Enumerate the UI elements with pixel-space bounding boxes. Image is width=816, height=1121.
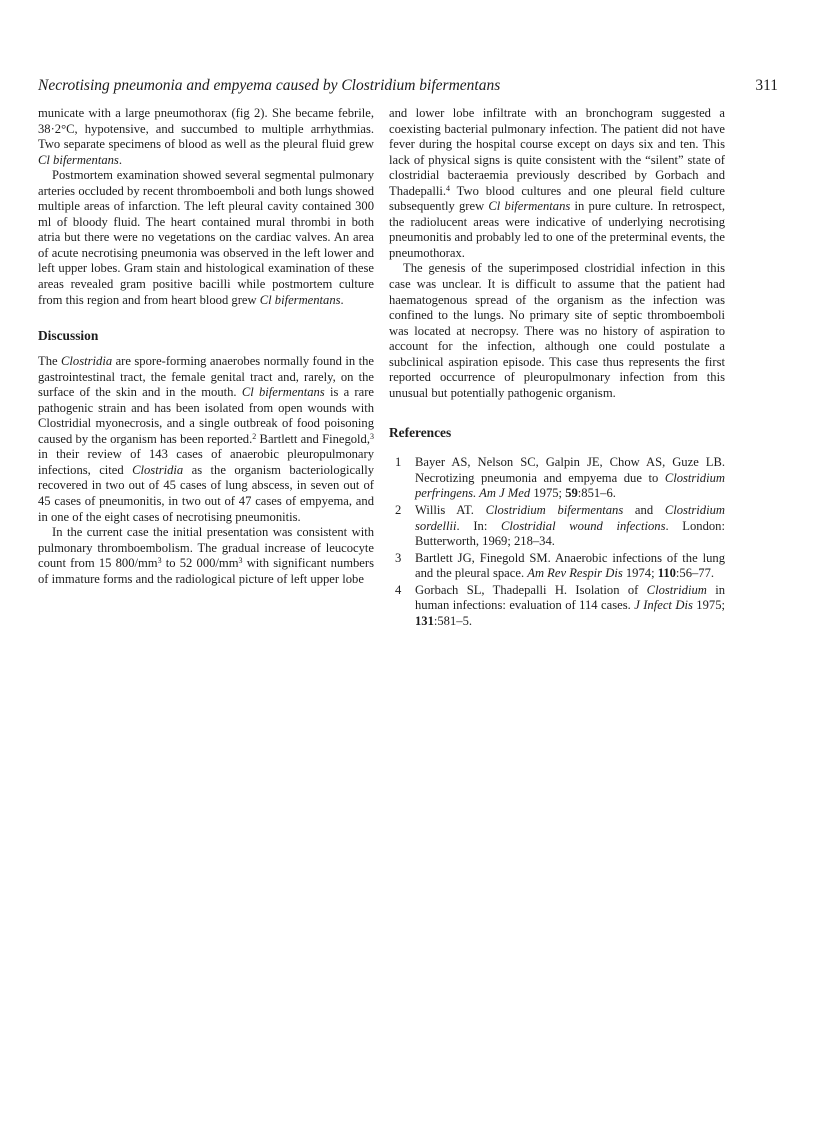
paragraph-postmortem: Postmortem examination showed several segmental pulmonary arteries occluded by recent thromboemboli and both lungs showed multiple areas of infarction. The left pleural cavity contained 300 ml of bloody fluid. The heart contained mural thrombi in both atria but there were no vegetations on the cardiac valves. An area of acute necrotising pneumonia was observed in the left lower and left upper lobes. Gram stain and histological examination of these areas revealed gram positive bacilli while postmortem culture from this region and from heart blood grew Cl bifermentans. — [38, 168, 374, 307]
running-head — [38, 76, 778, 96]
reference-item: 2 Willis AT. Clostridium bifermentans and Clostridium sordellii. In: Clostridial wound infections. London: Butterworth, 1969; 218–34. — [395, 503, 725, 549]
references-heading: References — [389, 425, 452, 441]
reference-list — [389, 455, 725, 629]
page-number: 311 — [755, 77, 778, 94]
paragraph-continuation: municate with a large pneumothorax (fig 2). She became febrile, 38·2°C, hypotensive, and succumbed to multiple arrhythmias. Two separate specimens of blood as well as the pleural fluid grew Cl bifermentans. — [38, 106, 374, 167]
reference-item: 4 Gorbach SL, Thadepalli H. Isolation of Clostridium in human infections: evaluation of 114 cases. J Infect Dis 1975; 131:581–5. — [395, 582, 725, 628]
citation-3: 3 — [370, 431, 374, 441]
reference-item: 1 Bayer AS, Nelson SC, Galpin JE, Chow AS, Guze LB. Necrotizing pneumonia and empyema due to Clostridium perfringens. Am J Med 1975; 59:851–6. — [395, 455, 725, 501]
citation-2: 2 — [252, 431, 257, 441]
paragraph-clostridia: The Clostridia are spore-forming anaerobes normally found in the gastrointestinal tract, the female genital tract and, rarely, on the surface of the skin and in the mouth. Cl bifermentans is a rare pathogenic strain and has been isolated from open wounds with Clostridial myonecrosis, and a single outbreak of food poisoning caused by the organism has been reported.$^2$ Bartlett and Finegold,$^3$ in their review of 143 cases of anaerobic pleuropulmonary infections, cited Clostridia as the organism bacteriologically recovered in two out of 45 cases of lung abscess, in seven out of 45 cases of pneumonitis, in two out of 47 cases of empyema, and in one of the eight cases of necrotising pneumonitis. — [38, 354, 374, 524]
citation-4: 4 — [446, 183, 450, 193]
paragraph-infiltrate: and lower lobe infiltrate with an bronchogram suggested a coexisting bacterial pulmonary infection. The patient did not have fever during the hospital course except on days six and ten. This lack of physical signs is quite consistent with the “silent” state of clostridial bacteraemia previously described by Gorbach and Thadepalli.$^4$ Two blood cultures and one pleural field culture subsequently grew Cl bifermentans in pure culture. In retrospect, the radiolucent areas were indicative of underlying necrotising pneumonitis and probably led to one of the preterminal events, the pneumothorax. — [389, 106, 725, 260]
reference-item: 3 Bartlett JG, Finegold SM. Anaerobic infections of the lung and the pleural space. Am Rev Respir Dis 1974; 110:56–77. — [395, 550, 725, 581]
left-column — [38, 106, 374, 587]
running-title: Necrotising pneumonia and empyema caused by Clostridium bifermentans — [38, 77, 501, 94]
paragraph-genesis: The genesis of the superimposed clostridial infection in this case was unclear. It is difficult to assume that the patient had haematogenous spread of the organism as the infection was confined to the lungs. No primary site of septic thromboemboli was located at necropsy. There was no history of aspiration to account for the infection, although one could postulate a subclinical aspiration episode. This case thus represents the first reported occurrence of pleuropulmonary infection from this unusual but potentially pathogenic organism. — [389, 261, 725, 400]
paragraph-current-case: In the current case the initial presentation was consistent with pulmonary thromboembolism. The gradual increase of leucocyte count from 15 $800/mm^3$ to 52 $000/mm^3$ with significant numbers of immature forms and the radiological picture of left upper lobe — [38, 525, 374, 586]
discussion-heading: Discussion — [38, 328, 99, 344]
right-column — [389, 106, 725, 630]
